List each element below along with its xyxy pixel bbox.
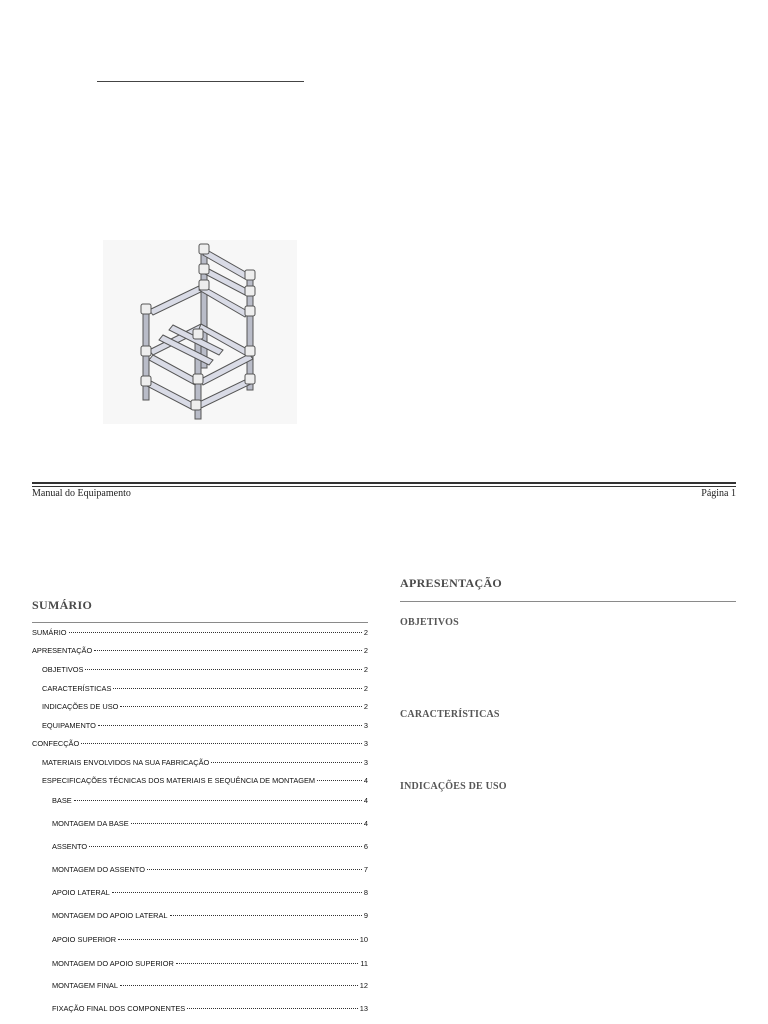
toc-entry-label: MONTAGEM FINAL xyxy=(52,981,118,990)
toc-leader-dots xyxy=(85,669,361,670)
toc-entry-label: MONTAGEM DO APOIO LATERAL xyxy=(52,911,168,920)
toc-entry-page: 7 xyxy=(363,865,368,874)
subheading-indicacoes-de-uso: INDICAÇÕES DE USO xyxy=(400,781,507,792)
toc-entry[interactable] xyxy=(32,739,368,751)
toc-entry-label: ESPECIFICAÇÕES TÉCNICAS DOS MATERIAIS E SEQUÊNCIA DE MONTAGEM xyxy=(42,776,316,785)
toc-entry-page: 6 xyxy=(363,842,368,851)
toc-leader-dots xyxy=(113,688,361,689)
toc-entry-page: 2 xyxy=(363,628,368,637)
toc-leader-dots xyxy=(211,762,362,763)
toc-entry-label: MONTAGEM DA BASE xyxy=(52,819,129,828)
toc-leader-dots xyxy=(94,650,362,651)
toc-entry[interactable] xyxy=(32,842,368,854)
toc-entry-page: 3 xyxy=(363,739,368,748)
toc-entry[interactable] xyxy=(32,721,368,733)
toc-leader-dots xyxy=(112,892,362,893)
toc-entry-label: MONTAGEM DO ASSENTO xyxy=(52,865,145,874)
toc-entry-page: 2 xyxy=(363,702,368,711)
toc-entry-page: 12 xyxy=(359,981,368,990)
toc-entry-page: 8 xyxy=(363,888,368,897)
toc-leader-dots xyxy=(317,780,362,781)
section-heading-rule xyxy=(400,601,736,602)
toc-entry-label: INDICAÇÕES DE USO xyxy=(42,702,119,711)
toc-leader-dots xyxy=(131,823,362,824)
footer-page-number: Página 1 xyxy=(701,488,736,499)
toc-entry[interactable] xyxy=(32,665,368,677)
toc-leader-dots xyxy=(147,869,362,870)
toc-leader-dots xyxy=(98,725,362,726)
footer-rule xyxy=(32,482,736,484)
toc-entry-page: 2 xyxy=(363,665,368,674)
toc-leader-dots xyxy=(170,915,362,916)
footer-document-title: Manual do Equipamento xyxy=(32,488,131,499)
toc-entry[interactable] xyxy=(32,776,368,788)
toc-entry[interactable] xyxy=(32,935,368,947)
title-underline xyxy=(97,81,304,82)
toc-entry-label: CONFECÇÃO xyxy=(32,739,80,748)
toc-entry-page: 3 xyxy=(363,758,368,767)
toc-entry[interactable] xyxy=(32,959,368,971)
toc-entry[interactable] xyxy=(32,628,368,640)
toc-entry[interactable] xyxy=(32,819,368,831)
toc-entry-label: EQUIPAMENTO xyxy=(42,721,96,730)
toc-leader-dots xyxy=(69,632,362,633)
toc-entry[interactable] xyxy=(32,1004,368,1016)
toc-entry-page: 10 xyxy=(359,935,368,944)
toc-entry-page: 2 xyxy=(363,684,368,693)
toc-entry[interactable] xyxy=(32,888,368,900)
toc-entry-label: FIXAÇÃO FINAL DOS COMPONENTES xyxy=(52,1004,186,1013)
toc-leader-dots xyxy=(176,963,359,964)
toc-heading-rule xyxy=(32,622,368,623)
toc-entry-page: 13 xyxy=(359,1004,368,1013)
toc-entry-label: APOIO LATERAL xyxy=(52,888,110,897)
toc-entry[interactable] xyxy=(32,911,368,923)
toc-leader-dots xyxy=(74,800,362,801)
toc-leader-dots xyxy=(89,846,362,847)
subheading-caracteristicas: CARACTERÍSTICAS xyxy=(400,709,500,720)
toc-entry-page: 11 xyxy=(360,959,368,968)
footer-rule-thin xyxy=(32,486,736,487)
toc-heading: SUMÁRIO xyxy=(32,598,93,612)
section-heading: APRESENTAÇÃO xyxy=(400,576,503,590)
toc-entry-label: ASSENTO xyxy=(52,842,88,851)
toc-entry-label: SUMÁRIO xyxy=(32,628,67,637)
toc-entry-label: APOIO SUPERIOR xyxy=(52,935,117,944)
toc-entry-page: 4 xyxy=(363,819,368,828)
chair-frame-illustration xyxy=(103,240,297,424)
toc-entry-label: OBJETIVOS xyxy=(42,665,84,674)
toc-entry[interactable] xyxy=(32,865,368,877)
toc-entry[interactable] xyxy=(32,684,368,696)
toc-entry[interactable] xyxy=(32,758,368,770)
toc-entry-page: 4 xyxy=(363,776,368,785)
toc-entry-page: 4 xyxy=(363,796,368,805)
toc-leader-dots xyxy=(118,939,358,940)
toc-entry[interactable] xyxy=(32,796,368,808)
toc-entry[interactable] xyxy=(32,646,368,658)
toc-leader-dots xyxy=(81,743,362,744)
toc-entry-page: 3 xyxy=(363,721,368,730)
toc-entry-page: 2 xyxy=(363,646,368,655)
toc-entry-label: CARACTERÍSTICAS xyxy=(42,684,112,693)
toc-entry-label: BASE xyxy=(52,796,72,805)
toc-entry-label: MONTAGEM DO APOIO SUPERIOR xyxy=(52,959,174,968)
toc-entry-label: MATERIAIS ENVOLVIDOS NA SUA FABRICAÇÃO xyxy=(42,758,210,767)
subheading-objetivos: OBJETIVOS xyxy=(400,617,459,628)
toc-entry[interactable] xyxy=(32,702,368,714)
toc-leader-dots xyxy=(120,706,361,707)
toc-leader-dots xyxy=(187,1008,358,1009)
toc-leader-dots xyxy=(120,985,358,986)
toc-entry-page: 9 xyxy=(363,911,368,920)
toc-entry-label: APRESENTAÇÃO xyxy=(32,646,93,655)
toc-entry[interactable] xyxy=(32,981,368,993)
